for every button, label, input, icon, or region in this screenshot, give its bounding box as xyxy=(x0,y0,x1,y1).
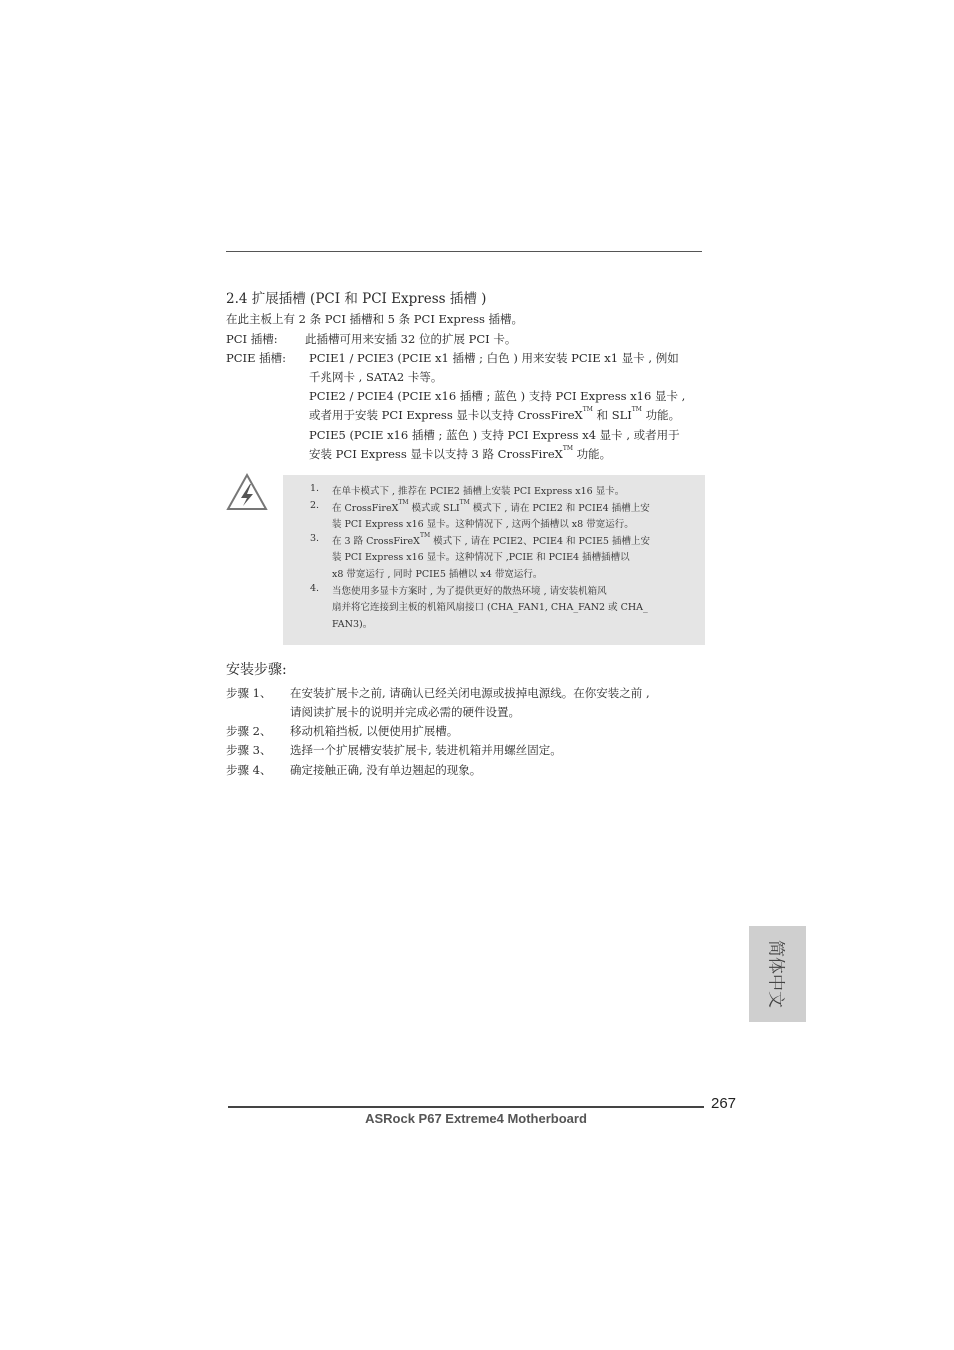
pci-text: 此插槽可用来安插 32 位的扩展 PCI 卡。 xyxy=(305,332,517,346)
pci-label: PCI 插槽: xyxy=(226,332,278,346)
language-tab xyxy=(749,926,806,1022)
trademark: TM xyxy=(459,499,470,506)
trademark: TM xyxy=(419,532,431,539)
trademark: TM xyxy=(398,499,409,506)
step-label: 步骤 4、 xyxy=(226,763,272,777)
footer-title: ASRock P67 Extreme4 Motherboard xyxy=(365,1111,587,1126)
step-text: 选择一个扩展槽安装扩展卡, 装进机箱并用螺丝固定。 xyxy=(290,743,562,757)
step-label: 步骤 2、 xyxy=(226,724,272,738)
trademark: TM xyxy=(631,406,642,413)
footer-rule xyxy=(228,1106,704,1108)
pcie-line-6: 安装 PCI Express 显卡以支持 3 路 CrossFireX™ 功能。 xyxy=(309,445,612,461)
top-rule xyxy=(226,251,702,252)
step-text: 确定接触正确, 没有单边翘起的现象。 xyxy=(290,763,482,777)
language-tab-label: 简体中文 xyxy=(765,940,785,1008)
trademark: TM xyxy=(562,445,574,452)
step-text: 在安装扩展卡之前, 请确认已经关闭电源或拔掉电源线。在你安装之前 , xyxy=(290,686,650,700)
pcie-line-3: PCIE2 / PCIE4 (PCIE x16 插槽 ; 蓝色 ) 支持 PCI Express x16 显卡 , xyxy=(309,389,686,403)
section-title: 2.4 扩展插槽 (PCI 和 PCI Express 插槽 ) xyxy=(226,291,487,307)
pcie-line-5: PCIE5 (PCIE x16 插槽 ; 蓝色 ) 支持 PCI Express x4 显卡 , 或者用于 xyxy=(309,428,680,442)
steps-title: 安装步骤: xyxy=(226,662,287,678)
pcie-line-1: PCIE1 / PCIE3 (PCIE x1 插槽 ; 白色 ) 用来安装 PCIE x1 显卡 , 例如 xyxy=(309,351,679,365)
trademark: TM xyxy=(582,406,593,413)
notes-box: 1. 在单卡模式下 , 推荐在 PCIE2 插槽上安装 PCI Express x16 显卡。 2. 在 CrossFireX™ 模式或 SLI™ 模式下 , 请在 PCIE2 和 PCIE4 插槽上安 装 PCI Express x16 显卡。这种情况下 , 这两个插槽以 x8 带宽运行。 3. 在 3 路 CrossFireX™ 模式下 , 请在 PCIE2、PCIE4 和 PCIE5 插槽上安 装 PCI Express x16 显卡。这种情况下 ,PCIE 和 PCIE4 插槽插槽以 x8 带宽运行 , 同时 PCIE5 插槽以 x4 带宽运行。 4. 当您使用多显卡方案时 , 为了提供更好的散热环境 , 请安装机箱风 扇并将它连接到主板的机箱风扇接口 (CHA_FAN1, CHA_FAN2 或 CHA_ FAN3)。 xyxy=(283,475,705,645)
warning-icon xyxy=(226,472,268,512)
section-intro: 在此主板上有 2 条 PCI 插槽和 5 条 PCI Express 插槽。 xyxy=(226,312,524,326)
step-label: 步骤 1、 xyxy=(226,686,272,700)
pcie-line-4: 或者用于安装 PCI Express 显卡以支持 CrossFireX™ 和 SLI™ 功能。 xyxy=(309,406,681,422)
step-text-cont: 请阅读扩展卡的说明并完成必需的硬件设置。 xyxy=(290,705,520,719)
step-text: 移动机箱挡板, 以便使用扩展槽。 xyxy=(290,724,459,738)
step-label: 步骤 3、 xyxy=(226,743,272,757)
pcie-label: PCIE 插槽: xyxy=(226,351,287,365)
page-number: 267 xyxy=(711,1095,737,1112)
pcie-line-2: 千兆网卡 , SATA2 卡等。 xyxy=(309,370,443,384)
